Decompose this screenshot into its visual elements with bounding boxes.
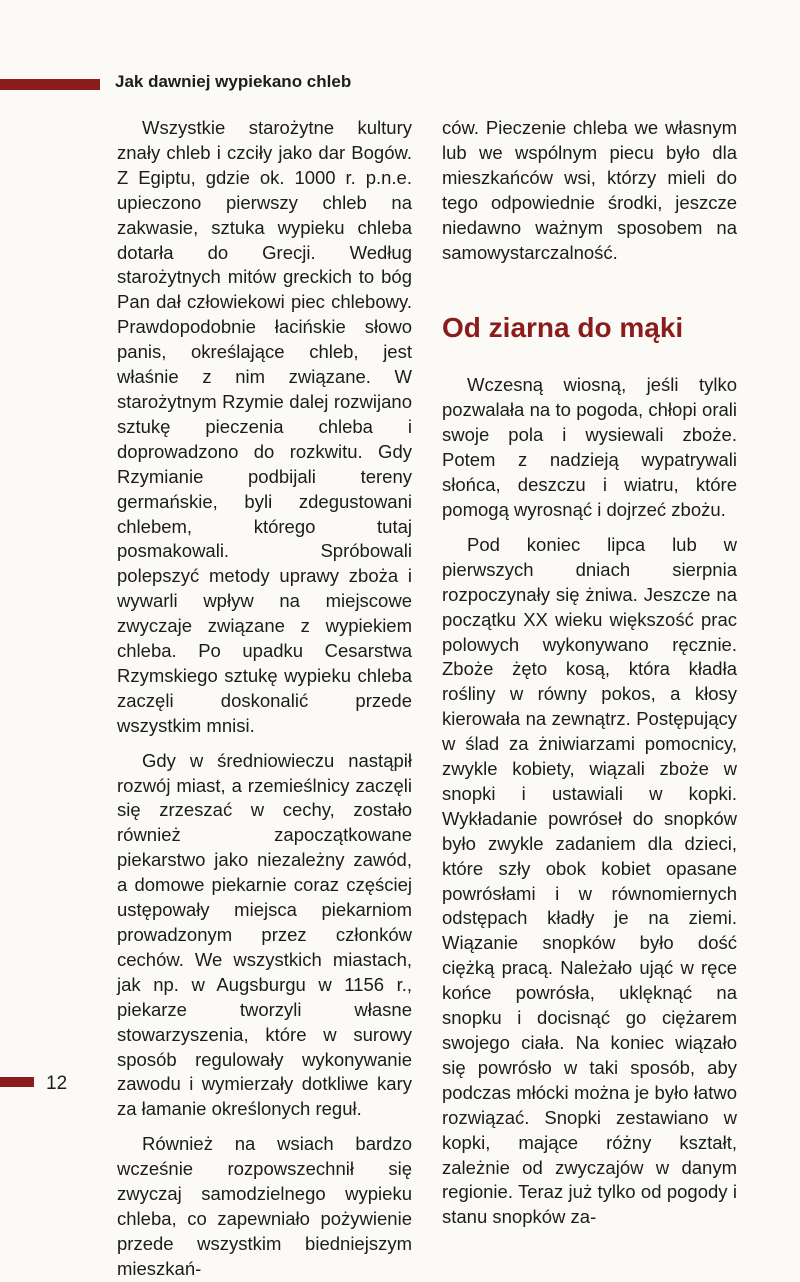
paragraph: Wszystkie starożytne kultury znały chleb i czciły jako dar Bogów. Z Egiptu, gdzie ok. 1000 r. p.n.e. upieczono pierwszy chleb na zakwasie, sztuka wypieku chleba dotarła do Grecji. Według starożytnych mitów greckich to bóg Pan dał człowiekowi piec chlebowy. Prawdopodobnie łacińskie słowo panis, określające chleb, jest właśnie z nim związane. W starożytnym Rzymie dalej rozwijano sztukę pieczenia chleba i doprowadzono do rozkwitu. Gdy Rzymianie podbijali tereny germańskie, byli zdegustowani chlebem, którego tutaj posmakowali. Spróbowali polepszyć metody uprawy zboża i wywarli wpływ na miejscowe zwyczaje związane z wypiekiem chleba. Po upadku Cesarstwa Rzymskiego sztukę wypieku chleba zaczęli doskonalić przede wszystkim mnisi. — [117, 117, 412, 736]
paragraph: Gdy w średniowieczu nastąpił rozwój miast, a rzemieślnicy zaczęli się zrzeszać w cechy, zostało również zapoczątkowane piekarstwo jako niezależny zawód, a domowe piekarnie coraz częściej ustępowały miejsca piekarniom prowadzonym przez członków cechów. We wszystkich miastach, jak np. w Augsburgu w 1156 r., piekarze tworzyli własne stowarzyszenia, które w surowy sposób regulowały wykonywanie zawodu i wymierzały dotkliwe kary za łamanie określonych reguł. — [117, 749, 412, 1120]
running-header-title: Jak dawniej wypiekano chleb — [115, 72, 352, 91]
right-column — [442, 116, 737, 1230]
header-accent-bar — [0, 79, 100, 90]
footer-accent-bar — [0, 1077, 34, 1087]
continued-paragraph: ców. Pieczenie chleba we własnym lub we wspólnym piecu było dla mieszkańców wsi, którzy mieli do tego odpowiednie środki, jeszcze niedawno ważnym sposobem na samowystarczalność. — [442, 117, 737, 263]
section-heading: Od ziarna do mąki — [442, 312, 684, 344]
paragraph: Pod koniec lipca lub w pierwszych dniach sierpnia rozpoczynały się żniwa. Jeszcze na początku XX wieku większość prac polowych wykonywano ręcznie. Zboże żęto kosą, która kładła rośliny w równy pokos, a kłosy kierowała na zewnątrz. Postępujący w ślad za żniwiarzami pomocnicy, zwykle kobiety, wiązali zboże w snopki i ustawiali w kopki. Wykładanie powróseł do snopków było zwykle zadaniem dla dzieci, które szły obok kobiet opasane powrósłami i w równomiernych odstępach kładły je na ziemi. Wiązanie snopków było dość ciężką pracą. Należało ująć w ręce końce powrósła, uklęknąć na snopku i docisnąć go ciężarem swojego ciała. Na koniec wiązało się powrósło w taki sposób, aby podczas młócki można je było łatwo rozwiązać. Snopki zestawiano w kopki, mające różny kształt, zależnie od zwyczajów w danym regionie. Teraz już tylko od pogody i stanu snopków za- — [442, 533, 737, 1228]
left-column — [117, 116, 412, 1282]
paragraph: Również na wsiach bardzo wcześnie rozpowszechnił się zwyczaj samodzielnego wypieku chleba, co zapewniało pożywienie przede wszystkim biedniejszym mieszkań- — [117, 1133, 412, 1279]
paragraph: Wczesną wiosną, jeśli tylko pozwalała na to pogoda, chłopi orali swoje pola i wysiewali zboże. Potem z nadzieją wypatrywali słońca, deszczu i wiatru, które pomogą wyrosnąć i dojrzeć zbożu. — [442, 374, 737, 520]
page-number: 12 — [46, 1073, 68, 1094]
